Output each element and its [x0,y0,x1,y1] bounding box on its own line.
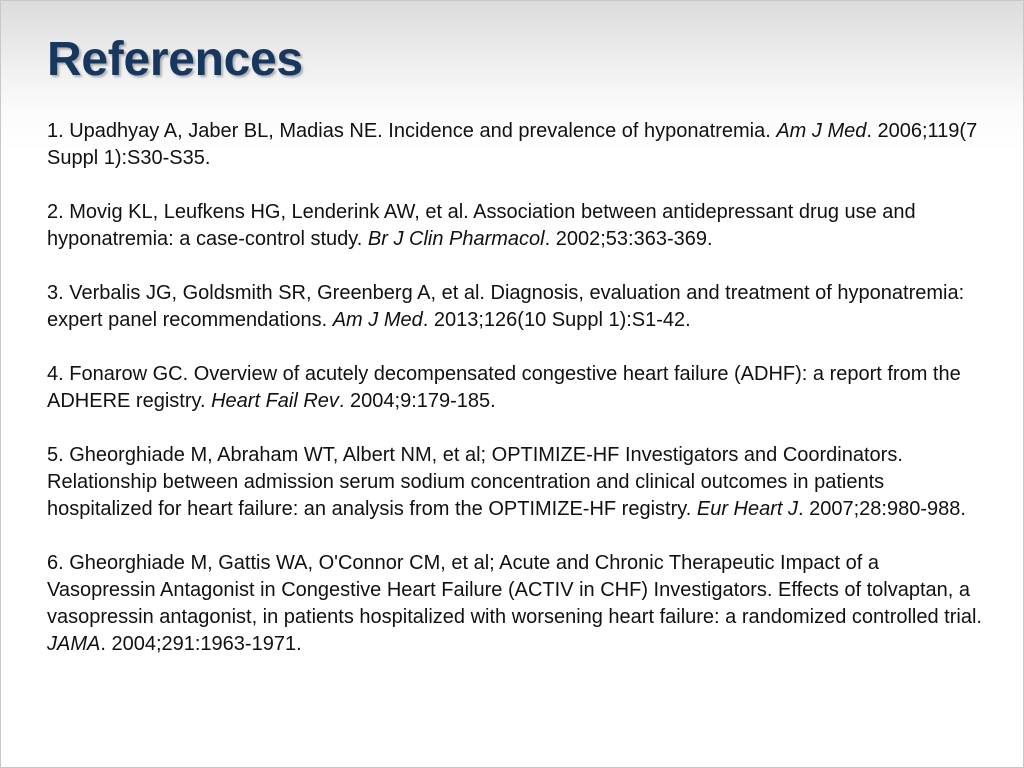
reference-item [47,199,987,253]
reference-text: 4. Fonarow GC. Overview of acutely decompensated congestive heart failure (ADHF): a report from the ADHERE registry. [47,363,961,412]
reference-journal: Am J Med [332,309,423,331]
reference-citation: . 2004;291:1963-1971. [100,633,302,655]
reference-text: 3. Verbalis JG, Goldsmith SR, Greenberg A, et al. Diagnosis, evaluation and treatment of hyponatremia: expert panel recommendations. [47,282,965,331]
reference-journal: JAMA [47,633,101,655]
reference-citation: . 2013;126(10 Suppl 1):S1-42. [422,309,691,331]
reference-item [47,442,987,523]
reference-citation: . 2007;28:980-988. [798,498,966,520]
reference-citation: . 2006;119(7 Suppl 1):S30-S35. [47,120,978,169]
reference-journal: Am J Med [776,120,867,142]
reference-citation: . 2002;53:363-369. [544,228,713,250]
reference-journal: Eur Heart J [696,498,799,520]
reference-text: 5. Gheorghiade M, Abraham WT, Albert NM, et al; OPTIMIZE-HF Investigators and Coordinators. Relationship between admission serum sodium concentration and clinical outcomes in patients hospitalized for heart failure: an analysis from the OPTIMIZE-HF registry. [47,444,903,520]
reference-text: 1. Upadhyay A, Jaber BL, Madias NE. Incidence and prevalence of hyponatremia. [47,120,777,142]
reference-citation: . 2004;9:179-185. [338,390,496,412]
reference-text: 2. Movig KL, Leufkens HG, Lenderink AW, et al. Association between antidepressant drug use and hyponatremia: a case-control study. [47,201,916,250]
reference-journal: Heart Fail Rev [211,390,339,412]
slide-title: References [47,33,303,86]
reference-item [47,361,987,415]
reference-text: 6. Gheorghiade M, Gattis WA, O'Connor CM, et al; Acute and Chronic Therapeutic Impact of a Vasopressin Antagonist in Congestive Heart Failure (ACTIV in CHF) Investigators. Effects of tolvaptan, a vasopressin antagonist, in patients hospitalized with worsening heart failure: a randomized controlled trial. [47,552,982,628]
reference-item [47,550,987,658]
reference-item [47,118,987,172]
reference-item [47,280,987,334]
reference-journal: Br J Clin Pharmacol [367,228,545,250]
reference-list [47,118,987,685]
